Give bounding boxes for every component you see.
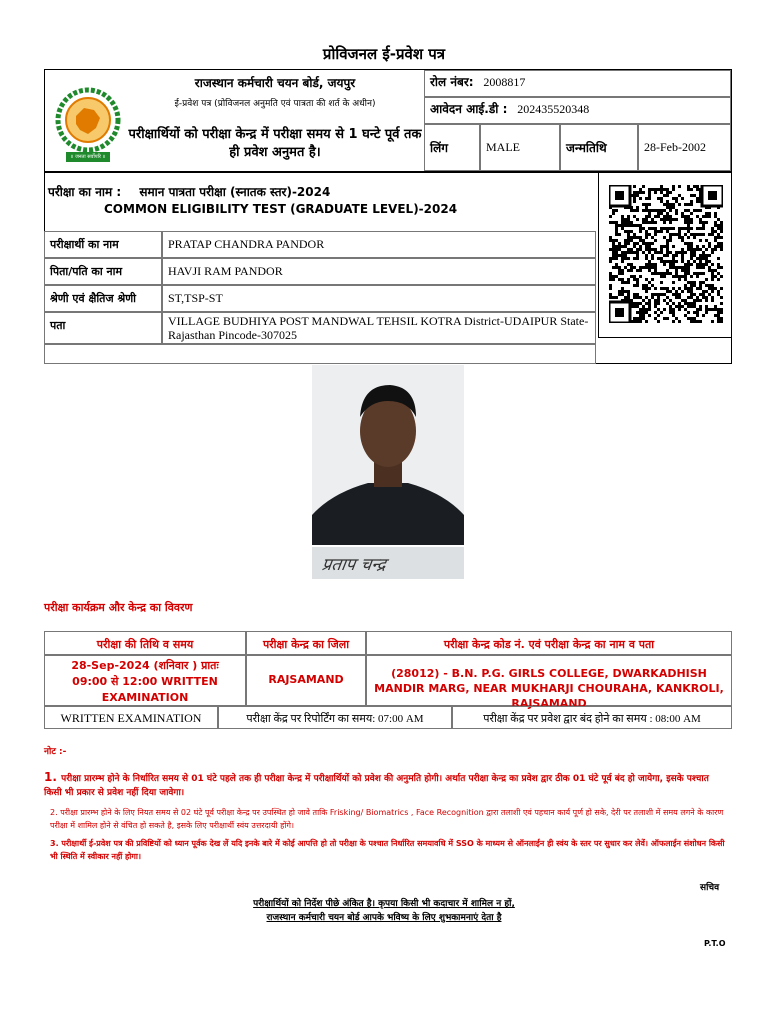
note-2-text: परीक्षा प्रारम्भ होने के लिए नियत समय से 02 घंटे पूर्व परीक्षा केन्द्र पर उपस्थित हो जावे ताकि Frisking/ Biomatrics , Face Recognition द्वारा तलाशी एवं पहचान कार्य पूर्ण हो सके, देरी पर तलाशी में समय लगने के कारण परीक्षा में शामिल होने से वंचित हो सकते है, इसके लिए परीक्षार्थी स्वंय उत्तरदायी होंगे। [50,808,724,830]
detail-label: श्रेणी एवं क्षैतिज श्रेणी [44,285,162,312]
note-3-text: परीक्षार्थी ई-प्रवेश पत्र की प्रविष्टियों को ध्यान पूर्वक देख लें यदि इनके बारे में कोई आपत्ति हो तो परीक्षा के पश्चात निर्धारित समयावधि में SSO के माध्यम से ऑनलाईन ही स्वंय के स्तर पर सुधार कर लेवें। ऑफलाईन संशोधन किसी भी स्थिति में स्वीकार नहीं होगा। [50,839,725,861]
entry-notice: परीक्षार्थियों को परीक्षा केन्द्र में परीक्षा समय से 1 घन्टे पूर्व तक ही प्रवेश अनुमत है। [128,127,422,160]
exam-date-time: 28-Sep-2024 (शनिवार ) प्रातः 09:00 से 12:00 WRITTEN EXAMINATION [44,655,246,706]
candidate-photo [312,365,464,545]
note-1-text: परीक्षा प्रारम्भ होने के निर्धारित समय से 01 घंटे पहले तक ही परीक्षा केन्द्र में परीक्षार्थियों को प्रवेश की अनुमति होगी। अर्थात परीक्षा केन्द्र का प्रवेश द्वार ठीक 01 घंटे पूर्व बंद हो जायेगा, इसके पश्चात किसी भी प्रकार से प्रवेश नहीं दिया जावेगा। [44,774,709,798]
note-2 [50,806,726,832]
roll-number: 2008817 [483,75,526,89]
note-label: नोट :- [44,747,67,757]
detail-label: परीक्षार्थी का नाम [44,231,162,258]
gender-label: लिंग [424,124,480,171]
candidate-signature [312,547,464,579]
schedule-col-date: परीक्षा की तिथि व समय [44,631,246,655]
note-2-number: 2. [50,808,61,817]
roll-row [424,70,731,97]
schedule-col-district: परीक्षा केन्द्र का जिला [246,631,366,655]
note-3-number: 3. [50,839,62,848]
exam-name-hi [48,183,330,200]
document-title: प्रोविजनल ई-प्रवेश पत्र [322,45,446,63]
admit-subtitle: ई-प्रवेश पत्र (प्रोविजनल अनुमति एवं पात्रता की शर्त के अधीन) [174,99,376,109]
exam-centre: (28012) - B.N. P.G. GIRLS COLLEGE, DWARKADHISH MANDIR MARG, NEAR MUKHARJI CHOURAHA, KANKROLI, RAJSAMAND [366,655,732,706]
application-id: 202435520348 [517,102,590,116]
dob-value: 28-Feb-2002 [638,124,731,171]
dob-label: जन्मतिथि [560,124,638,171]
detail-value: ST,TSP-ST [162,285,596,312]
detail-blank-row [44,344,596,364]
detail-label: पता [44,312,162,344]
footer-line-1: परीक्षार्थियों को निर्देश पीछे अंकित है। कृपया किसी भी कदाचार में शामिल न हों, [253,899,515,909]
exam-district: RAJSAMAND [246,655,366,706]
signature-text: प्रताप चन्द्र [320,555,388,575]
detail-value: PRATAP CHANDRA PANDOR [162,231,596,258]
exam-name-label: परीक्षा का नाम : [48,185,122,199]
exam-name-hindi: समान पात्रता परीक्षा (स्नातक स्तर)-2024 [139,185,331,199]
application-id-label: आवेदन आई.डी : [430,102,508,116]
note-3 [50,837,726,863]
secretary-label: सचिव [700,883,720,893]
detail-label: पिता/पति का नाम [44,258,162,285]
note-1-number: 1. [44,770,62,784]
footer-line-2: राजस्थान कर्मचारी चयन बोर्ड आपके भविष्य के लिए शुभकामनाएं देता है [266,913,502,923]
reporting-time: परीक्षा केंद्र पर रिपोर्टिंग का समय: 07:00 AM [218,706,452,729]
qr-code [598,172,732,338]
application-id-row [424,97,731,124]
gender-value: MALE [480,124,560,171]
schedule-col-centre: परीक्षा केन्द्र कोड नं. एवं परीक्षा केन्द्र का नाम व पता [366,631,732,655]
note-1 [44,770,724,800]
board-name: राजस्थान कर्मचारी चयन बोर्ड, जयपुर [194,76,356,90]
detail-value: VILLAGE BUDHIYA POST MANDWAL TEHSIL KOTRA District-UDAIPUR State-Rajasthan Pincode-307025 [162,312,596,344]
detail-value: HAVJI RAM PANDOR [162,258,596,285]
exam-type: WRITTEN EXAMINATION [44,706,218,729]
pto-label: P.T.O [704,939,726,948]
schedule-heading: परीक्षा कार्यक्रम और केन्द्र का विवरण [44,601,193,614]
board-logo [48,80,128,168]
roll-label: रोल नंबर: [430,75,474,89]
exam-name-english: COMMON ELIGIBILITY TEST (GRADUATE LEVEL)-2024 [104,202,458,216]
logo-motto: ॥ जनता सर्वोपरि ॥ [70,154,106,160]
gate-close-time: परीक्षा केंद्र पर प्रवेश द्वार बंद होने का समय : 08:00 AM [452,706,732,729]
